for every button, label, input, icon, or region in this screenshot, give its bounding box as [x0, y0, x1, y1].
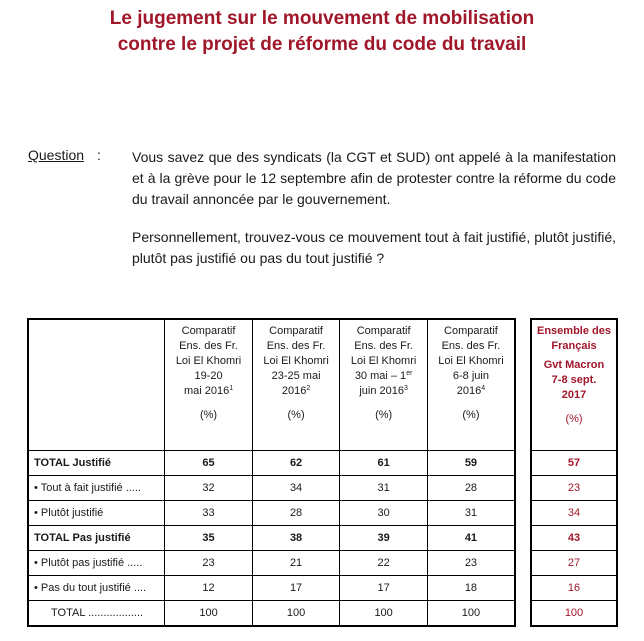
- macron-header-row: [531, 319, 617, 451]
- table-row: [28, 501, 515, 526]
- macron-unit: (%): [565, 413, 583, 425]
- col3-line3: Loi El Khomri: [350, 355, 417, 367]
- question-paragraph-1: Vous savez que des syndicats (la CGT et SUD) ont appelé à la manifestation et à la grève pour le 12 septembre afin de protester contre la réforme du code du travail annoncée par le gouvernement.: [132, 149, 616, 207]
- macron-cell: 100: [531, 601, 617, 627]
- col3-line1: Comparatif: [356, 325, 411, 337]
- cell: 32: [165, 476, 253, 501]
- cell: 100: [427, 601, 515, 627]
- col2-line3: Loi El Khomri: [263, 355, 329, 367]
- cell: 31: [427, 501, 515, 526]
- col2-line1: Comparatif: [269, 325, 323, 337]
- header-empty-cell: [28, 319, 165, 451]
- col3-line2: Ens. des Fr.: [354, 340, 413, 352]
- col3-line5: juin 2016$^3$: [359, 385, 408, 397]
- col3-unit: (%): [375, 409, 393, 421]
- table-row: [531, 476, 617, 501]
- table-row: [531, 551, 617, 576]
- question-colon: :: [97, 147, 101, 163]
- col4-line4: 6-8 juin: [452, 370, 489, 382]
- table-row: [28, 551, 515, 576]
- cell: 35: [165, 526, 253, 551]
- macron-cell: 43: [531, 526, 617, 551]
- col1-unit: (%): [199, 409, 218, 421]
- col4-line5: 2016$^4$: [456, 385, 486, 397]
- row-label: • Pas du tout justifié ....: [28, 576, 165, 601]
- col2-line2: Ens. des Fr.: [266, 340, 326, 352]
- col2-unit: (%): [287, 409, 305, 421]
- column-header-3: [340, 319, 428, 451]
- cell: 59: [427, 451, 515, 476]
- cell: 17: [340, 576, 428, 601]
- cell: 22: [340, 551, 428, 576]
- cell: 100: [252, 601, 340, 627]
- table-row: [28, 601, 515, 627]
- comparison-table: [27, 318, 516, 627]
- cell: 65: [165, 451, 253, 476]
- column-header-2: [252, 319, 340, 451]
- table-row: [28, 476, 515, 501]
- table-row: [531, 576, 617, 601]
- page-title: [0, 6, 644, 58]
- cell: 23: [427, 551, 515, 576]
- macron-line4: 7-8 sept.: [551, 374, 597, 386]
- col1-line1: Comparatif: [181, 325, 236, 337]
- macron-cell: 27: [531, 551, 617, 576]
- col1-line3: Loi El Khomri: [175, 355, 242, 367]
- macron-cell: 57: [531, 451, 617, 476]
- title-line-1: Le jugement sur le mouvement de mobilisation: [109, 8, 535, 29]
- col4-line2: Ens. des Fr.: [441, 340, 501, 352]
- col4-line3: Loi El Khomri: [438, 355, 504, 367]
- row-label: TOTAL Pas justifié: [28, 526, 165, 551]
- cell: 61: [340, 451, 428, 476]
- table-row: [28, 451, 515, 476]
- col2-line4: 23-25 mai: [271, 370, 321, 382]
- macron-cell: 34: [531, 501, 617, 526]
- col4-unit: (%): [462, 409, 480, 421]
- cell: 38: [252, 526, 340, 551]
- table-row: [531, 501, 617, 526]
- cell: 33: [165, 501, 253, 526]
- table-row: [28, 526, 515, 551]
- row-label: TOTAL ..................: [28, 601, 165, 627]
- column-header-1: [165, 319, 253, 451]
- cell: 31: [340, 476, 428, 501]
- cell: 17: [252, 576, 340, 601]
- table-row: [531, 526, 617, 551]
- row-label: • Plutôt pas justifié .....: [28, 551, 165, 576]
- col2-line5: 2016$^2$: [281, 385, 311, 397]
- col1-line4: 19-20: [194, 370, 223, 382]
- macron-cell: 23: [531, 476, 617, 501]
- question-text: [132, 147, 616, 286]
- cell: 21: [252, 551, 340, 576]
- col3-line4: 30 mai – 1er: [354, 370, 413, 382]
- table-row: [531, 601, 617, 627]
- cell: 100: [165, 601, 253, 627]
- row-label: • Plutôt justifié: [28, 501, 165, 526]
- question-paragraph-2: Personnellement, trouvez-vous ce mouvement tout à fait justifié, plutôt justifié, plutôt pas justifié ou pas du tout justifié ?: [132, 229, 616, 266]
- column-header-4: [427, 319, 515, 451]
- macron-line3: Gvt Macron: [543, 359, 605, 371]
- cell: 100: [340, 601, 428, 627]
- macron-line2: Français: [551, 340, 597, 352]
- row-label: TOTAL Justifié: [28, 451, 165, 476]
- macron-line1: Ensemble des: [537, 325, 611, 337]
- row-label: • Tout à fait justifié .....: [28, 476, 165, 501]
- cell: 34: [252, 476, 340, 501]
- macron-column-header: [531, 319, 617, 451]
- cell: 30: [340, 501, 428, 526]
- cell: 12: [165, 576, 253, 601]
- cell: 28: [252, 501, 340, 526]
- macron-line5: 2017: [561, 389, 587, 401]
- cell: 41: [427, 526, 515, 551]
- macron-table: [530, 318, 618, 627]
- cell: 23: [165, 551, 253, 576]
- table-row: [531, 451, 617, 476]
- cell: 39: [340, 526, 428, 551]
- cell: 18: [427, 576, 515, 601]
- col1-line2: Ens. des Fr.: [179, 340, 238, 352]
- cell: 28: [427, 476, 515, 501]
- col1-line5: mai 2016$^1$: [183, 385, 234, 397]
- table-row: [28, 576, 515, 601]
- cell: 62: [252, 451, 340, 476]
- title-line-2: contre le projet de réforme du code du travail: [117, 34, 527, 55]
- macron-cell: 16: [531, 576, 617, 601]
- table-header-row: [28, 319, 515, 451]
- col4-line1: Comparatif: [444, 325, 498, 337]
- question-label: Question: [28, 147, 85, 163]
